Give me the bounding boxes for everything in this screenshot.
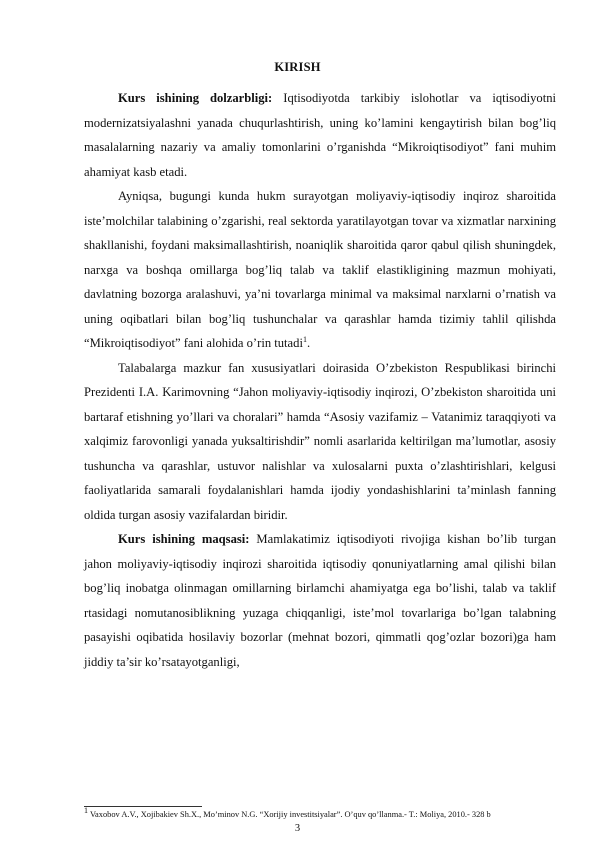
footnote-reference[interactable]: 1: [302, 334, 307, 344]
paragraph-lead: Kurs ishining maqsasi:: [118, 532, 250, 546]
paragraph-text: Mamlakatimiz iqtisodiyoti rivojiga kishan bo’lib turgan jahon moliyaviy-iqtisodiy inqirozi sharoitida iqtisodiy qonuniyatlarning amal qilishi bilan bog’liq inobatga olinmagan omillarning birlamchi ahamiyatga ega bo’lishi, talab va taklif rtasidagi nomutanosiblikning yuzaga chiqqanligi, iste’mol tovarlariga bo’lgan talabning pasayishi oqibatida hosilaviy bozorlar (mehnat bozori, qimmatli qog’ozlar bozori)ga ham jiddiy ta’sir ko’rsatayotganligi,: [84, 532, 556, 669]
paragraph-goal: [84, 527, 556, 674]
paragraph-text: Iqtisodiyotda tarkibiy islohotlar va iqtisodiyotni modernizatsiyalashni yanada chuqurlashtirish, uning ko’lamini kengaytirish bilan bog’liq masalalarning nazariy va amaliy tomonlarini o’rganishda “Mikroiqtisodiyot” fani muhim ahamiyat kasb etadi.: [84, 91, 557, 179]
paragraph-lead: Kurs ishining dolzarbligi:: [118, 91, 273, 105]
page-number: 3: [294, 823, 301, 834]
footnote-mark: 1: [84, 806, 88, 816]
section-heading: KIRISH: [274, 60, 321, 74]
footnote: [84, 806, 556, 821]
paragraph-tail: .: [306, 336, 311, 350]
paragraph-text: Ayniqsa, bugungi kunda hukm surayotgan moliyaviy-iqtisodiy inqiroz sharoitida iste’molchilar talabining o’zgarishi, real sektorda yaratilayotgan tovar va xizmatlar narxining shakllanishi, foydani maksimallashtirish, noaniqlik sharoitida qaror qabul qilish shuningdek, narxga va boshqa omillarga bog’liq talab va taklif elastikligining mazmun mohiyati, davlatning bozorga aralashuvi, ya’ni tovarlarga minimal va maksimal narxlarni o’rnatish va uning oqibatlari bilan bog’liq tushunchalar va qarashlar hamda tizimiy tahlil qilishda “Mikroiqtisodiyot” fani alohida o’rin tutadi: [84, 189, 556, 350]
body-text: [84, 86, 556, 674]
paragraph-crisis: [84, 184, 556, 356]
paragraph-text: Talabalarga mazkur fan xususiyatlari doirasida O’zbekiston Respublikasi birinchi Prezidenti I.A. Karimovning “Jahon moliyaviy-iqtisodiy inqirozi, O’zbekiston sharoitida uni bartaraf etishning yo’llari va choralari” hamda “Asosiy vazifamiz – Vatanimiz taraqqiyoti va xalqimiz farovonligi yanada yuksaltirishdir” nomli asarlarida keltirilgan ma’lumotlar, asosiy tushuncha va qarashlar, ustuvor nalishlar va xulosalarni puxta o’zlashtirishlari, kelgusi faoliyatlarida samarali foydalanishlari hamda ijodiy yondashishlarini ta’minlash fanning oldida turgan asosiy vazifalardan biridir.: [84, 360, 556, 522]
footnote-separator: [84, 806, 202, 807]
paragraph-relevance: [84, 86, 556, 184]
footnote-text: Vaxobov A.V., Xojibakiev Sh.X., Mo’minov N.G. “Xorijiy investitsiyalar”. O’quv qo’llanma.- T.: Moliya, 2010.- 328 b: [88, 810, 491, 819]
paragraph-tasks: [84, 356, 556, 528]
